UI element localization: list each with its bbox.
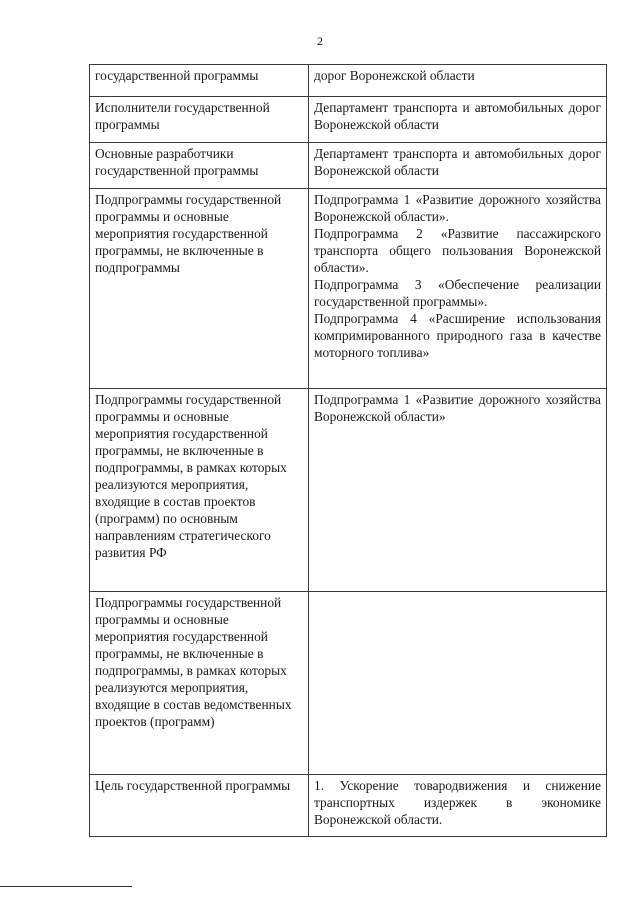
row-value <box>309 389 607 592</box>
value-paragraph: Департамент транспорта и автомобильных дорог Воронежской области <box>314 100 601 132</box>
row-label: Подпрограммы государственной программы и основные мероприятия государственной программы, не включенные в подпрограммы, в рамках которых реализуются мероприятия, входящие в состав проектов (программ) по основным направлениям стратегического развития РФ <box>90 389 309 592</box>
row-label: Цель государственной программы <box>90 775 309 837</box>
row-value <box>309 65 607 97</box>
row-value <box>309 592 607 775</box>
value-paragraph: Подпрограмма 1 «Развитие дорожного хозяйства Воронежской области» <box>314 392 601 424</box>
row-value <box>309 143 607 189</box>
page-number: 2 <box>317 34 323 48</box>
table-row <box>90 65 607 97</box>
value-paragraph: Подпрограмма 2 «Развитие пассажирского транспорта общего пользования Воронежской области». <box>314 226 601 275</box>
table-row <box>90 189 607 389</box>
row-value <box>309 97 607 143</box>
value-paragraph: Подпрограмма 1 «Развитие дорожного хозяйства Воронежской области». <box>314 192 601 224</box>
row-label: Подпрограммы государственной программы и основные мероприятия государственной программы, не включенные в подпрограммы, в рамках которых реализуются мероприятия, входящие в состав ведомственных проектов (программ) <box>90 592 309 775</box>
value-paragraph: дорог Воронежской области <box>314 68 475 83</box>
value-paragraph: Подпрограмма 4 «Расширение использования компримированного природного газа в качестве моторного топлива» <box>314 311 601 360</box>
table-row <box>90 143 607 189</box>
row-label: Исполнители государственной программы <box>90 97 309 143</box>
footnote-separator <box>0 886 132 887</box>
table-row <box>90 97 607 143</box>
table-row <box>90 592 607 775</box>
row-label: государственной программы <box>90 65 309 97</box>
program-passport-table <box>89 64 607 837</box>
value-paragraph: Подпрограмма 3 «Обеспечение реализации государственной программы». <box>314 277 601 309</box>
row-value <box>309 775 607 837</box>
table-row <box>90 775 607 837</box>
value-paragraph: 1. Ускорение товародвижения и снижение транспортных издержек в экономике Воронежской области. <box>314 778 601 827</box>
value-paragraph: Департамент транспорта и автомобильных дорог Воронежской области <box>314 146 601 178</box>
table-row <box>90 389 607 592</box>
row-label: Подпрограммы государственной программы и основные мероприятия государственной программы, не включенные в подпрограммы <box>90 189 309 389</box>
row-label: Основные разработчики государственной программы <box>90 143 309 189</box>
row-value <box>309 189 607 389</box>
